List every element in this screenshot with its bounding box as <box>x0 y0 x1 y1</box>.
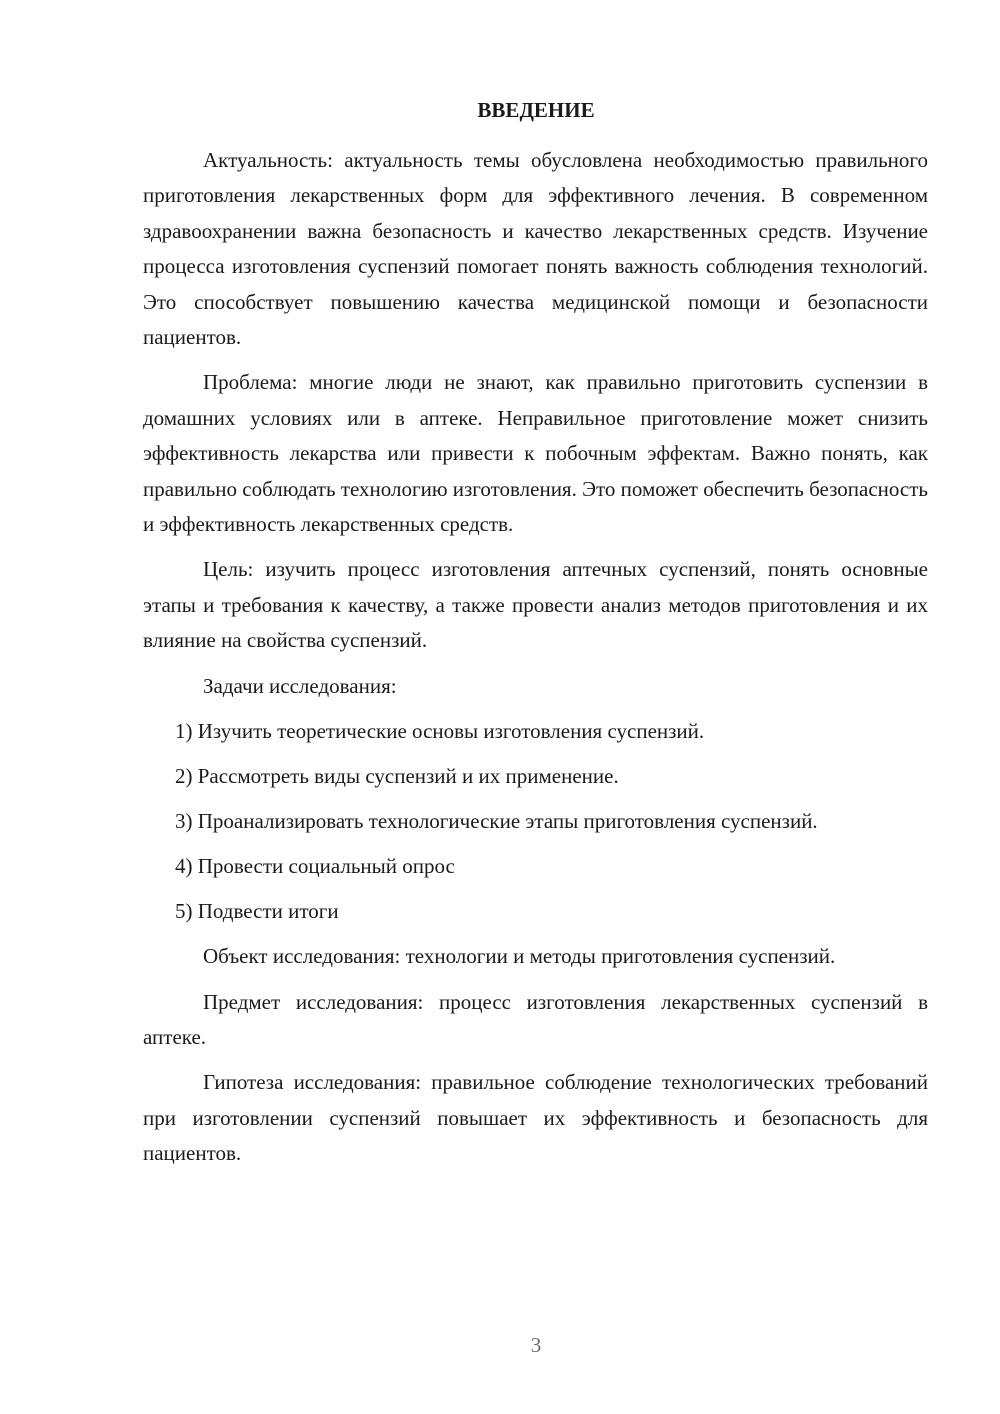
page-title: ВВЕДЕНИЕ <box>477 98 595 122</box>
page-number: 3 <box>530 1333 542 1357</box>
paragraph-hypothesis: Гипотеза исследования: правильное соблюдение технологических требований при изготовлении суспензий повышает их эффективность и безопасность для пациентов. <box>143 1070 928 1166</box>
document-body <box>143 143 928 1172</box>
task-item-5: 5) Подвести итоги <box>175 898 339 923</box>
task-item-1: 1) Изучить теоретические основы изготовления суспензий. <box>175 718 705 743</box>
task-item-3: 3) Проанализировать технологические этапы приготовления суспензий. <box>175 808 818 833</box>
task-item-4: 4) Провести социальный опрос <box>175 853 455 878</box>
paragraph-object: Объект исследования: технологии и методы приготовления суспензий. <box>203 944 836 969</box>
paragraph-subject: Предмет исследования: процесс изготовления лекарственных суспензий в аптеке. <box>143 989 928 1049</box>
tasks-heading: Задачи исследования: <box>203 673 397 698</box>
paragraph-problem: Проблема: многие люди не знают, как правильно приготовить суспензии в домашних условиях или в аптеке. Неправильное приготовление может снизить эффективность лекарства или привести к побочным эффектам. Важно понять, как правильно соблюдать технологию изготовления. Это поможет обеспечить безопасность и эффективность лекарственных средств. <box>143 370 928 537</box>
paragraph-goal: Цель: изучить процесс изготовления аптечных суспензий, понять основные этапы и требования к качеству, а также провести анализ методов приготовления и их влияние на свойства суспензий. <box>143 557 928 653</box>
task-item-2: 2) Рассмотреть виды суспензий и их применение. <box>175 763 619 788</box>
paragraph-relevance: Актуальность: актуальность темы обусловлена необходимостью правильного приготовления лекарственных форм для эффективного лечения. В современном здравоохранении важна безопасность и качество лекарственных средств. Изучение процесса изготовления суспензий помогает понять важность соблюдения технологий. Это способствует повышению качества медицинской помощи и безопасности пациентов. <box>143 148 928 350</box>
